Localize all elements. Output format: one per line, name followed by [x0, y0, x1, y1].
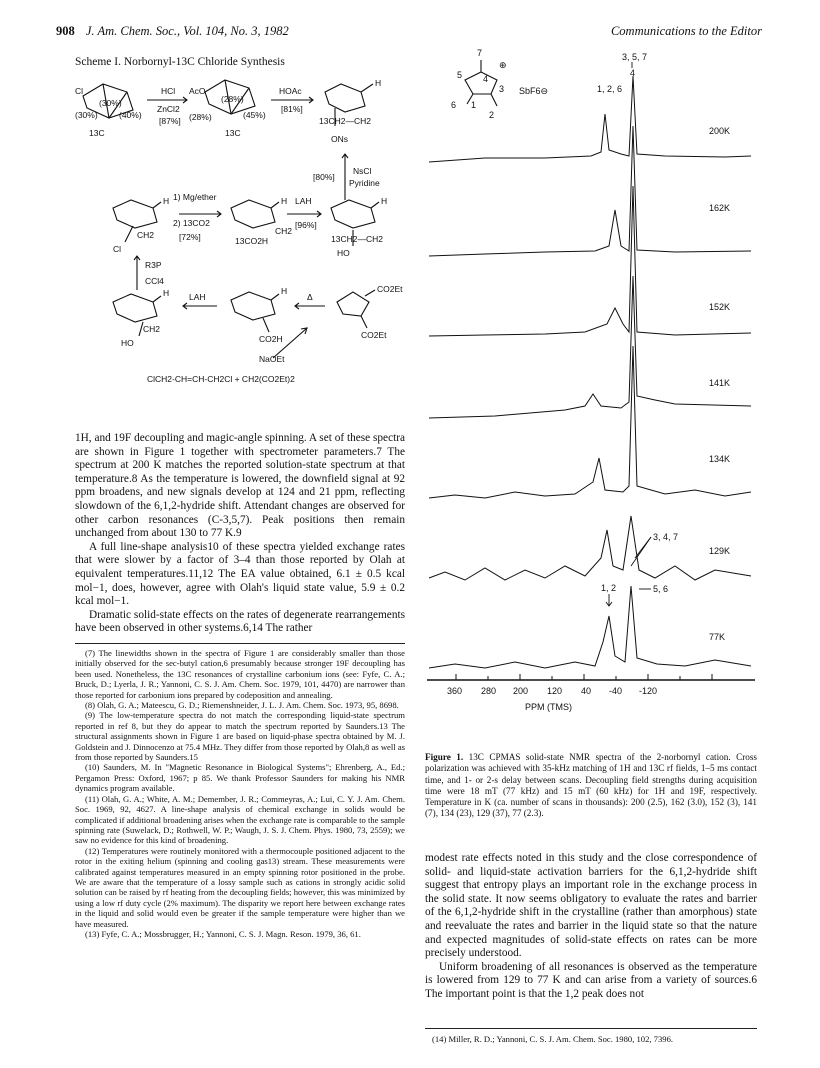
scheme-label: HO	[121, 338, 134, 348]
scheme-label: Δ	[307, 292, 313, 302]
scheme-label: CCl4	[145, 276, 164, 286]
paragraph: Dramatic solid-state effects on the rates of degenerate rearrangements have been observed in other systems.6,14 The rather	[75, 608, 405, 635]
scheme-label: ZnCl2	[157, 104, 180, 114]
scheme-label: [81%]	[281, 104, 303, 114]
scheme-label: (28%)	[189, 112, 212, 122]
scheme-label: Cl	[75, 86, 84, 96]
temperature-label: 129K	[709, 546, 731, 556]
spectrum-trace-129K	[429, 516, 751, 580]
footnote: (10) Saunders, M. In "Magnetic Resonance in Biological Systems"; Ehrenberg, A., Ed.; Pergamon Press: Oxford, 1967; p 85. We thank Professor Saunders for making his NMR dynamics program available.	[75, 762, 405, 794]
scheme-label: 13CH2—CH2	[331, 234, 383, 244]
scheme-label: [96%]	[295, 220, 317, 230]
spectrum-trace-134K	[429, 346, 751, 498]
paragraph: A full line-shape analysis10 of these spectra yielded exchange rates that were slower by a factor of 3–4 than those reported by Olah at equivalent temperatures.11,12 The EA value obtained, 6.1 ± 0.5 kcal mol−1, does, however, agree with Olah's liquid state value, 5.9 ± 0.2 kcal mol−1.	[75, 540, 405, 608]
axis-tick-label: 200	[513, 686, 529, 696]
scheme-label: 13C	[225, 128, 241, 138]
spectrum-trace-77K	[429, 586, 751, 668]
scheme-label: [80%]	[313, 172, 335, 182]
scheme-label: HOAc	[279, 86, 302, 96]
scheme-label: 13CH2—CH2	[319, 116, 371, 126]
peak-label: 1, 2	[601, 583, 617, 593]
counter-anion: SbF6⊖	[519, 86, 549, 96]
spectrum-trace-152K	[429, 186, 751, 336]
carbon-number: 7	[477, 48, 483, 58]
footnote: (11) Olah, G. A.; White, A. M.; Demember, J. R.; Commeyras, A.; Lui, C. Y. J. Am. Chem. Soc. 1969, 92, 4627. A line-shape analysis of chemical exchange in solids would be complicated if additional broadening arises when the exchange rate is comparable to the sample spinning rate (Suwelack, D.; Rothwell, W. P.; Waugh, J. S. J. Chem. Phys. 1980, 73, 2559); we saw no evidence for this kind of broadening.	[75, 793, 405, 846]
axis-label: PPM (TMS)	[525, 702, 572, 712]
scheme-label: (40%)	[119, 110, 142, 120]
scheme-label: [72%]	[179, 232, 201, 242]
scheme-label: CO2H	[259, 334, 283, 344]
scheme-label: NsCl	[353, 166, 372, 176]
caption-text: 13C CPMAS solid-state NMR spectra of the 2-norbornyl cation. Cross polarization was achieved with 35-kHz matching of 1H and 13C rf fields, 1–5 ms contact time, and 1- or 2-s delay between scans. Decoupling field strengths during acquisition time were 18 mT (77 kHz) and 15 mT (60 kHz) for 1H and 19F, respectively. Temperature in K (ca. number of scans in thousands): 200 (2.5), 162 (3.0), 152 (3), 141 (7), 134 (23), 129 (37), 77 (2.3).	[425, 752, 757, 819]
temperature-label: 162K	[709, 203, 731, 213]
scheme-label: HO	[337, 248, 350, 258]
scheme-label: [87%]	[159, 116, 181, 126]
scheme-label: (30%)	[75, 110, 98, 120]
footnote: (7) The linewidths shown in the spectra of Figure 1 are considerably smaller than those initially observed for the sec-butyl cation,6 presumably because stronger 19F decoupling has been used. Nonetheless, the 13C resonances of crystalline carbonium ions (see: Fyfe, C. A.; Bruck, D.; Lyerla, J. R.; Yannoni, C. S. J. Am. Chem. Soc. 1979, 101, 4470) are narrower than those reported for carbonium ions prepared by codeposition and annealing.	[75, 648, 405, 700]
axis-tick-label: 120	[547, 686, 563, 696]
scheme-label: (30%)	[99, 98, 122, 108]
running-header-left	[56, 24, 289, 39]
footnote: (8) Olah, G. A.; Mateescu, G. D.; Riemenshneider, J. L. J. Am. Chem. Soc. 1973, 95, 8698.	[85, 700, 399, 711]
temperature-label: 200K	[709, 126, 731, 136]
section-title: Communications to the Editor	[610, 24, 762, 38]
scheme-label: (45%)	[243, 110, 266, 120]
scheme-label: AcO	[189, 86, 206, 96]
footnote: (12) Temperatures were routinely monitored with a thermocouple positioned adjacent to the rotor in the exiting helium (spinning and cooling gas13) stream. These measurements were calibrated against temperatures measured in an empty spinning rotor positioned in the probe. We are aware that the temperature of a lossy sample such as cations in strongly acidic solid solution can be raised by rf heating from the decoupling fields; however, this was minimized by using a low rf duty cycle (2% maximum). The disparity we report here between exchange rates in the liquid and solid would even be greater if the sample temperature were higher than we have measured.	[75, 845, 405, 929]
footnote: (13) Fyfe, C. A.; Mossbrugger, H.; Yannoni, C. S. J. Magn. Reson. 1979, 36, 61.	[85, 928, 361, 939]
carbon-number: 2	[489, 110, 495, 120]
footnote-divider	[425, 1028, 757, 1029]
carbon-number: 4	[483, 74, 489, 84]
spectrum-trace-200K	[429, 76, 751, 162]
footnote: (14) Miller, R. D.; Yannoni, C. S. J. Am. Chem. Soc. 1980, 102, 7396.	[432, 1034, 674, 1044]
spectrum-trace-141K	[429, 276, 751, 418]
peak-label: 4	[630, 68, 636, 78]
carbon-number: 1	[471, 100, 477, 110]
scheme-bottom-formula: ClCH2-CH=CH-CH2Cl + CH2(CO2Et)2	[147, 374, 295, 384]
axis-tick-label: 40	[581, 686, 592, 696]
scheme-label: H	[375, 78, 382, 88]
scheme-label: H	[381, 196, 388, 206]
spectrum-trace-162K	[429, 126, 751, 256]
peak-label: 5, 6	[653, 584, 669, 594]
page-number: 908	[56, 24, 75, 38]
scheme-label: 13CO2H	[235, 236, 269, 246]
peak-label: 3, 4, 7	[653, 532, 679, 542]
left-column-text	[75, 432, 405, 636]
scheme-label: LAH	[189, 292, 206, 302]
scheme-label: Cl	[113, 244, 122, 254]
axis-tick-label: -120	[639, 686, 658, 696]
scheme-label: CH2	[137, 230, 155, 240]
temperature-label: 141K	[709, 378, 731, 388]
carbon-number: 5	[457, 70, 463, 80]
footnote: (9) The low-temperature spectra do not match the corresponding liquid-state spectrum reported in ref 8, but they do appear to match the spectrum reported by Saunders.13 The structural assignments shown in Figure 1 are based on liquid-phase spectra obtained by M. J. Goldstein and J. Dinnocenzo at 75.4 MHz. They differ from those reported by Olah,8 as well as from those reported by Saunders.15	[75, 710, 405, 763]
paragraph: Uniform broadening of all resonances is observed as the temperature is lowered from 129 to 77 K and can arise from a variety of sources.6 The important point is that the 1,2 peak does not	[425, 960, 757, 1000]
temperature-label: 77K	[709, 632, 726, 642]
scheme-label: H	[281, 286, 288, 296]
temperature-label: 152K	[709, 302, 731, 312]
right-column-text	[425, 852, 757, 1002]
axis-tick-label: -40	[609, 686, 623, 696]
scheme-label: HCl	[161, 86, 176, 96]
axis-tick-label: 360	[447, 686, 463, 696]
paragraph: modest rate effects noted in this study and the close correspondence of solid- and liquid-state activation barriers for the 6,1,2-hydride shift suggest that entropy plays an important role in the exchange process in the solid state. It now seems obligatory to evaluate the rates and barrier of the 6,1,2-hydride shift in the crystalline (rather than amorphous) state and reevaluate the rates and barrier in the liquid state so that the nature and expected magnitudes of solid-state effects on rates can be more precisely understood.	[425, 852, 757, 960]
peak-label: 3, 5, 7	[622, 52, 648, 62]
axis-tick-label: 280	[481, 686, 497, 696]
nmr-figure	[425, 46, 757, 746]
paragraph: 1H, and 19F decoupling and magic-angle spinning. A set of these spectra are shown in Figure 1 together with spectrometer parameters.7 The spectrum at 200 K matches the reported solution-state spectrum at that temperature.8 As the temperature is lowered, the downfield signal at 92 ppm broadens, and new signals develop at 124 and 21 ppm, reflecting slowdown of the 6,1,2-hydride shift. Attendant changes are observed for other carbon resonances (C-3,5,7). Peak positions then remain unchanged from about 130 to 77 K.9	[75, 432, 405, 540]
scheme-label: (28%)	[221, 94, 244, 104]
scheme-label: Pyridine	[349, 178, 380, 188]
cation-charge: ⊕	[499, 60, 507, 70]
scheme-label: H	[281, 196, 288, 206]
footnotes	[75, 648, 405, 939]
temperature-label: 134K	[709, 454, 731, 464]
scheme-label: CO2Et	[377, 284, 403, 294]
caption-label: Figure 1.	[425, 752, 464, 762]
carbon-number: 3	[499, 84, 505, 94]
scheme-label: ONs	[331, 134, 348, 144]
scheme-label: R3P	[145, 260, 162, 270]
peak-label: 1, 2, 6	[597, 84, 623, 94]
scheme-label: NaOEt	[259, 354, 285, 364]
journal-citation: J. Am. Chem. Soc., Vol. 104, No. 3, 1982	[85, 24, 289, 38]
scheme-label: CO2Et	[361, 330, 387, 340]
scheme-label: CH2	[143, 324, 161, 334]
scheme-label: 2) 13CO2	[173, 218, 210, 228]
scheme-label: LAH	[295, 196, 312, 206]
scheme-label: 1) Mg/ether	[173, 192, 217, 202]
scheme-label: 13C	[89, 128, 105, 138]
scheme-label: H	[163, 288, 170, 298]
synthesis-scheme	[75, 70, 405, 390]
scheme-title: Scheme I. Norbornyl-13C Chloride Synthesis	[75, 56, 285, 68]
footnote-divider	[75, 643, 405, 644]
carbon-number: 6	[451, 100, 457, 110]
figure-caption	[425, 752, 757, 820]
scheme-label: CH2	[275, 226, 293, 236]
scheme-label: H	[163, 196, 170, 206]
